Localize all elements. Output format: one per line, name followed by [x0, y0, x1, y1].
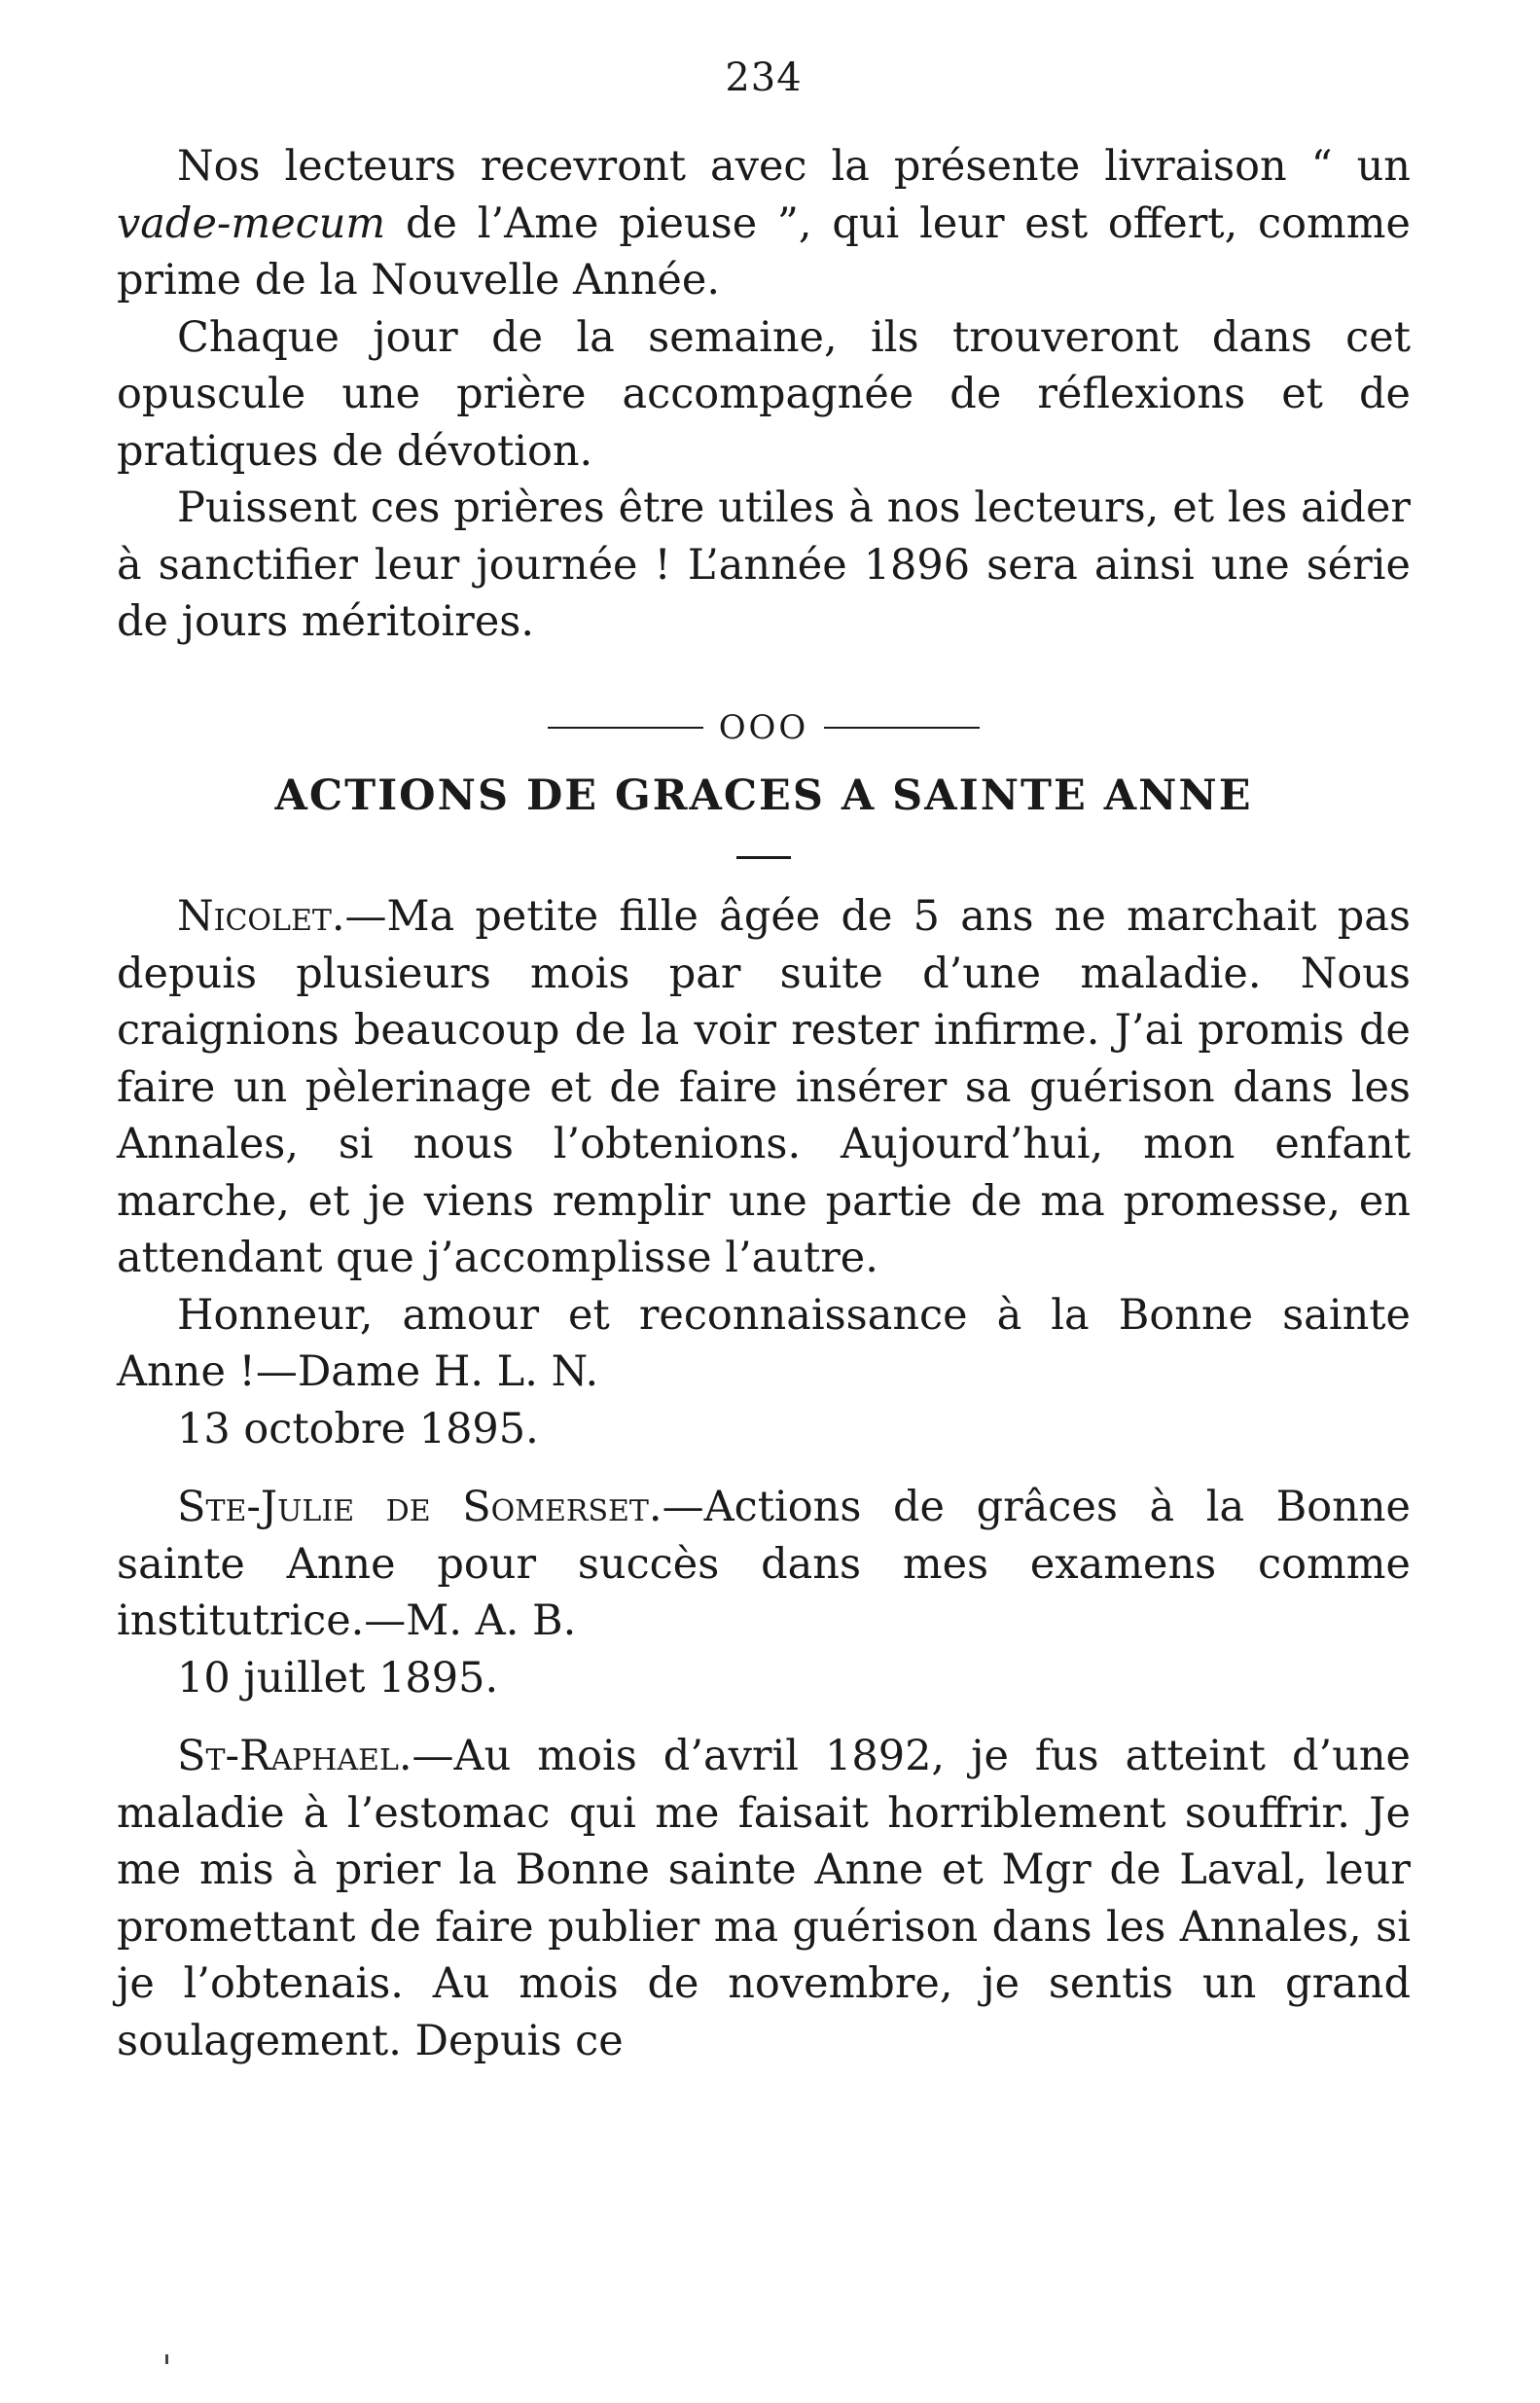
entry-place: Nicolet.	[177, 892, 345, 942]
entry-date: 13 octobre 1895.	[177, 1404, 539, 1453]
intro-p1-after: de l’Ame pieuse ”, qui leur est offert, comme prime de la Nouvelle Année.	[117, 198, 1411, 305]
entry-place: St-Raphael.	[177, 1732, 412, 1781]
intro-p1-emphasis: vade-mecum	[117, 198, 386, 248]
divider-line-right	[824, 727, 980, 729]
intro-p1-before: Nos lecteurs recevront avec la présente livraison “ un	[177, 142, 1411, 191]
print-speck	[165, 2354, 168, 2364]
title-rule	[736, 856, 791, 859]
entry-text: —Au mois d’avril 1892, je fus atteint d’une maladie à l’estomac qui me faisait horriblement souffrir. Je me mis à prier la Bonne sainte Anne et Mgr de Laval, leur promettant de faire publier ma guérison dans les Annales, si je l’obtenais. Au mois de novembre, je sentis un grand soulagement. Depuis ce	[117, 1732, 1411, 2065]
intro-paragraph-2: Chaque jour de la semaine, ils trouveront dans cet opuscule une prière accompagnée de réflexions et de pratiques de dévotion.	[117, 312, 1411, 476]
intro-paragraph-3: Puissent ces prières être utiles à nos lecteurs, et les aider à sanctifier leur journée ! L’année 1896 sera ainsi une série de jours méritoires.	[117, 484, 1411, 646]
entry-nicolet	[117, 888, 1411, 1287]
page-number: 234	[725, 55, 803, 100]
divider-line-left	[548, 727, 703, 729]
intro-paragraph-1	[117, 138, 1411, 309]
section-title: ACTIONS DE GRACES A SAINTE ANNE	[274, 771, 1253, 820]
entry-nicolet-closing: Honneur, amour et reconnaissance à la Bonne sainte Anne !—Dame H. L. N.	[117, 1290, 1411, 1397]
entry-text: —Ma petite fille âgée de 5 ans ne marchait pas depuis plusieurs mois par suite d’une maladie. Nous craignions beaucoup de la voir rester infirme. J’ai promis de faire un pèlerinage et de faire insérer sa guérison dans les Annales, si nous l’obtenions. Aujourd’hui, mon enfant marche, et je viens remplir une partie de ma promesse, en attendant que j’accomplisse l’autre.	[117, 892, 1411, 1283]
document-page	[117, 55, 1412, 2374]
entry-ste-julie	[117, 1479, 1411, 1650]
entry-date: 10 juillet 1895.	[177, 1653, 499, 1703]
entry-place: Ste-Julie de Somerset.	[177, 1483, 663, 1532]
entry-st-raphael	[117, 1728, 1411, 2069]
entry-text: —Actions de grâces à la Bonne sainte Anne pour succès dans mes examens comme institutrice.—M. A. B.	[117, 1483, 1412, 1646]
divider-ornament: OOO	[718, 707, 809, 747]
section-divider	[117, 707, 1411, 747]
